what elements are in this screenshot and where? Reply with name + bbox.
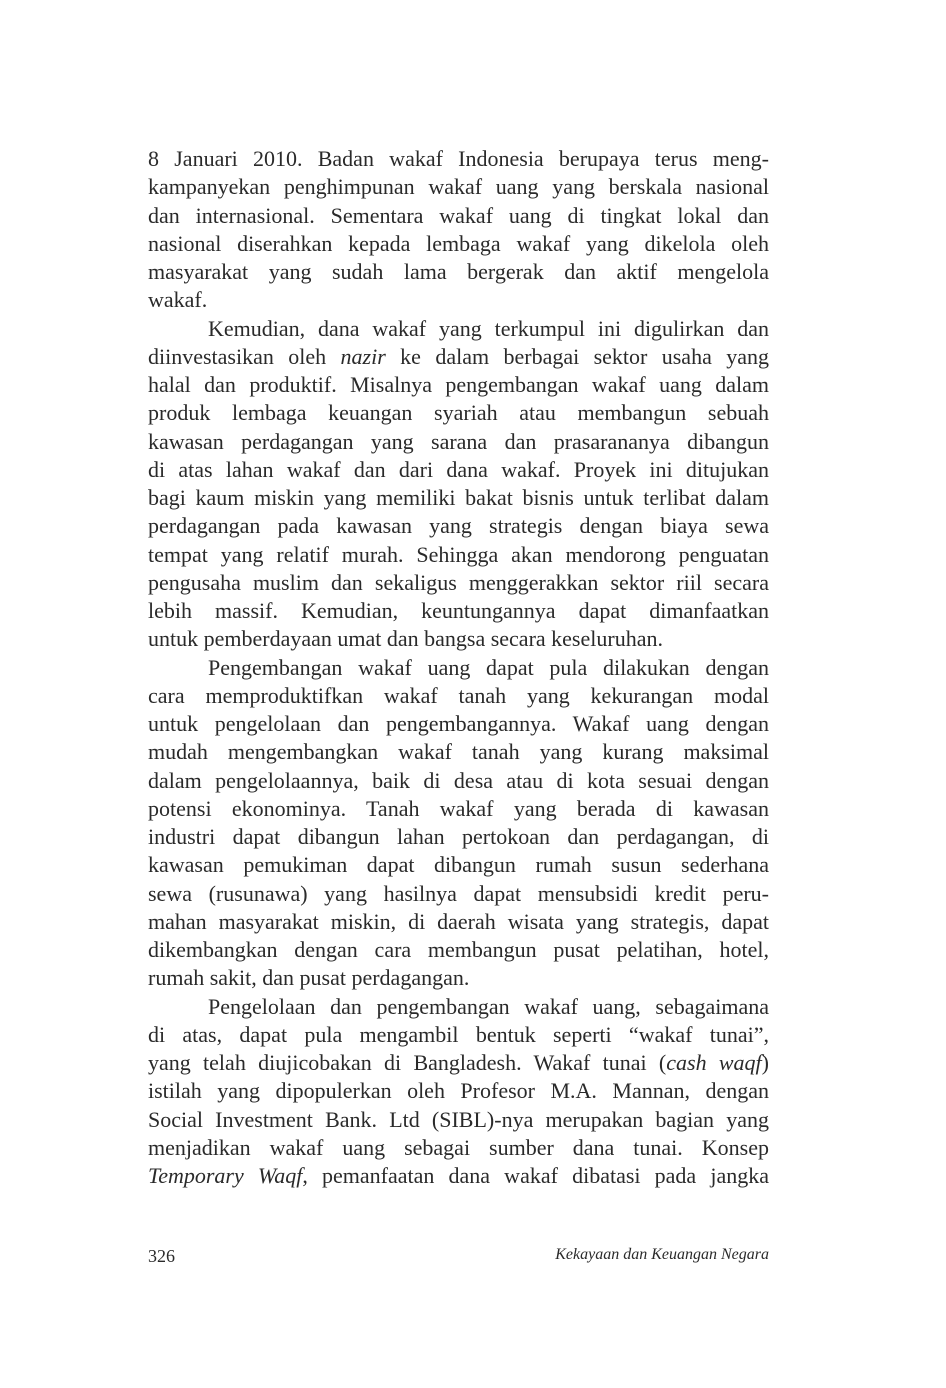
text-line [148,484,769,512]
text-segment: lebih massif. Kemudian, keuntungannya dapat dimanfaatkan [148,598,769,623]
text-line [148,1049,769,1077]
text-segment: tempat yang relatif murah. Sehingga akan mendorong penguatan [148,541,769,567]
text-line [148,202,769,230]
text-segment: dalam pengelolaannya, baik di desa atau di kota sesuai dengan [148,767,769,793]
text-line [148,1077,769,1105]
text-segment: rumah sakit, dan pusat perdagangan. [148,965,470,991]
text-segment: nasional diserahkan kepada lembaga wakaf yang dikelola oleh [148,230,769,256]
text-line [148,851,769,879]
text-line [148,1162,769,1190]
text-line [148,1134,769,1162]
text-line [148,964,769,992]
text-line [148,456,769,484]
text-segment: istilah yang dipopulerkan oleh Profesor M.A. Mannan, dengan [148,1078,769,1104]
text-segment: dikembangkan dengan cara membangun pusat pelatihan, hotel, [148,937,769,962]
text-segment: Pengembangan wakaf uang dapat pula dilakukan dengan [208,654,769,680]
text-line [148,738,769,766]
body-text [148,145,769,1190]
paragraph [148,145,769,315]
text-segment: sewa (rusunawa) yang hasilnya dapat mensubsidi kredit peru- [148,880,769,906]
text-segment: di atas, dapat pula mengambil bentuk seperti “wakaf tunai”, [148,1021,769,1047]
text-line [148,1021,769,1049]
italic-term: cash waqf [666,1050,762,1075]
text-segment: potensi ekonominya. Tanah wakaf yang berada di kawasan [148,795,769,821]
text-segment: mudah mengembangkan wakaf tanah yang kurang maksimal [148,739,769,765]
text-line [148,880,769,908]
text-segment: ke dalam berbagai sektor usaha yang [385,343,769,369]
text-segment: ) [761,1050,769,1075]
text-line [148,767,769,795]
text-segment: halal dan produktif. Misalnya pengembangan wakaf uang dalam [148,372,769,397]
text-line [148,173,769,201]
text-line [148,625,769,653]
text-segment: yang telah diujicobakan di Bangladesh. Wakaf tunai ( [148,1050,667,1075]
paragraph [148,993,769,1191]
text-line [148,908,769,936]
text-segment: Kemudian, dana wakaf yang terkumpul ini digulirkan dan [208,315,769,341]
text-line [148,541,769,569]
text-line [148,230,769,258]
text-line [148,286,769,314]
italic-term: Temporary Waqf [148,1163,303,1188]
text-segment: bagi kaum miskin yang memiliki bakat bisnis untuk terlibat dalam [148,485,769,510]
text-line [148,1106,769,1134]
text-segment: mahan masyarakat miskin, di daerah wisata yang strategis, dapat [148,908,769,934]
text-segment: kampanyekan penghimpunan wakaf uang yang berskala nasional [148,174,769,200]
text-segment: di atas lahan wakaf dan dari dana wakaf. Proyek ini ditujukan [148,456,769,482]
text-segment: , pemanfaatan dana wakaf dibatasi pada jangka [302,1163,769,1188]
text-line [148,682,769,710]
text-line [148,823,769,851]
text-segment: kawasan perdagangan yang sarana dan prasarananya dibangun [148,428,769,454]
text-segment: 8 Januari 2010. Badan wakaf Indonesia berupaya terus meng- [148,146,769,171]
text-line [148,795,769,823]
text-line [148,343,769,371]
text-line [148,315,769,343]
text-segment: untuk pengelolaan dan pengembangannya. Wakaf uang dengan [148,711,769,736]
text-segment: wakaf. [148,287,208,313]
text-segment: Pengelolaan dan pengembangan wakaf uang, sebagaimana [208,993,769,1019]
text-line [148,569,769,597]
text-segment: menjadikan wakaf uang sebagai sumber dana tunai. Konsep [148,1134,769,1160]
text-line [148,710,769,738]
text-line [148,399,769,427]
text-segment: perdagangan pada kawasan yang strategis dengan biaya sewa [148,513,769,539]
text-segment: diinvestasikan oleh [148,343,341,369]
text-line [148,654,769,682]
text-line [148,512,769,540]
text-segment: masyarakat yang sudah lama bergerak dan aktif mengelola [148,259,769,284]
text-line [148,145,769,173]
text-segment: industri dapat dibangun lahan pertokoan dan perdagangan, di [148,824,769,849]
text-segment: untuk pemberdayaan umat dan bangsa secara keseluruhan. [148,626,663,652]
text-line [148,597,769,625]
page-number: 326 [148,1246,175,1266]
text-segment: Social Investment Bank. Ltd (SIBL)-nya merupakan bagian yang [148,1106,769,1132]
text-segment: cara memproduktifkan wakaf tanah yang kekurangan modal [148,682,769,708]
text-line [148,371,769,399]
text-line [148,428,769,456]
text-line [148,993,769,1021]
paragraph [148,315,769,654]
italic-term: nazir [340,343,386,369]
text-segment: kawasan pemukiman dapat dibangun rumah susun sederhana [148,852,769,878]
paragraph [148,654,769,993]
text-segment: pengusaha muslim dan sekaligus menggerakkan sektor riil secara [148,569,769,595]
text-segment: dan internasional. Sementara wakaf uang di tingkat lokal dan [148,202,769,228]
text-line [148,936,769,964]
running-title: Kekayaan dan Keuangan Negara [555,1246,769,1263]
text-segment: produk lembaga keuangan syariah atau membangun sebuah [148,400,769,426]
text-line [148,258,769,286]
